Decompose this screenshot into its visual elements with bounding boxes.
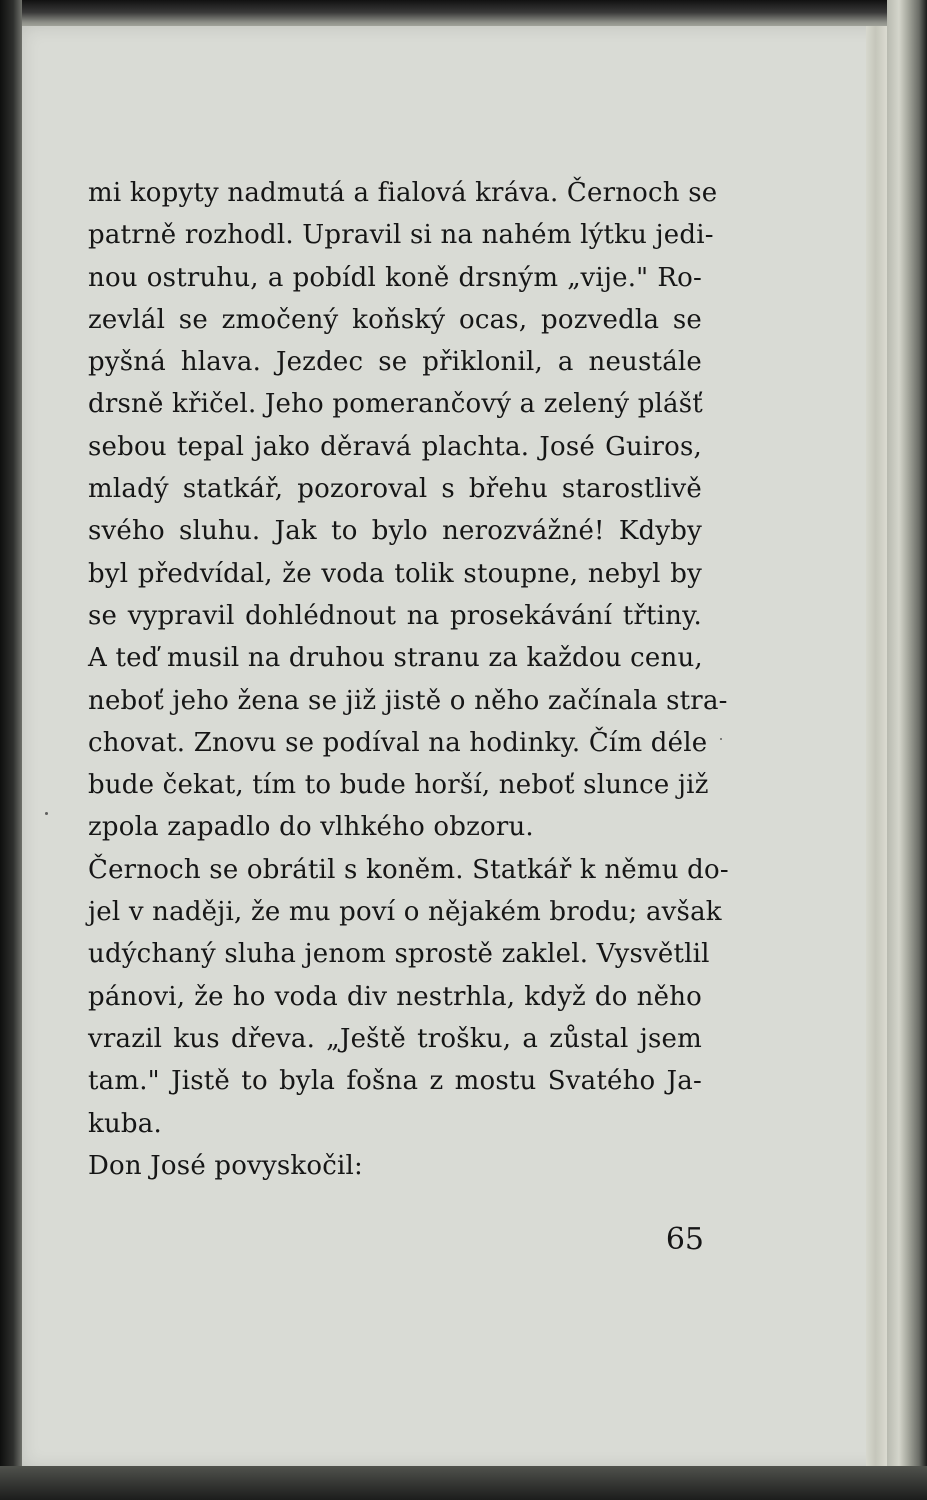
text-line: se vypravil dohlédnout na prosekávání třtiny. (88, 600, 702, 631)
text-line: Černoch se obrátil s koněm. Statkář k němu do- (88, 854, 729, 885)
text-line: zpola zapadlo do vlhkého obzoru. (88, 812, 534, 843)
text-line: udýchaný sluha jenom sprostě zaklel. Vysvětlil (88, 939, 710, 970)
text-line: drsně křičel. Jeho pomerančový a zelený plášť (88, 389, 703, 420)
book-left-edge (0, 0, 22, 1500)
text-line: A teď musil na druhou stranu za každou cenu, (88, 643, 703, 674)
text-line: byl předvídal, že voda tolik stoupne, nebyl by (88, 558, 702, 589)
text-line: svého sluhu. Jak to bylo nerozvážné! Kdyby (88, 516, 702, 547)
paper-speck (45, 812, 48, 815)
text-line: Don José povyskočil: (88, 1150, 363, 1181)
text-line: neboť jeho žena se již jistě o něho začínala stra- (88, 685, 728, 716)
text-line: bude čekat, tím to bude horší, neboť slunce již (88, 770, 709, 801)
text-line: nou ostruhu, a pobídl koně drsným „vije." Ro- (88, 262, 702, 293)
book-cover-edge (887, 0, 927, 1500)
text-line: tam." Jistě to byla fošna z mostu Svatého Ja- (88, 1066, 702, 1097)
text-line: mi kopyty nadmutá a fialová kráva. Černoch se (88, 178, 718, 208)
body-text (88, 172, 729, 1187)
text-line: chovat. Znovu se podíval na hodinky. Čím déle (88, 727, 708, 758)
text-line: sebou tepal jako děravá plachta. José Guiros, (88, 431, 702, 462)
text-line: pánovi, že ho voda div nestrhla, když do něho (88, 981, 702, 1012)
book-bottom-edge (0, 1466, 927, 1500)
paper-speck (720, 738, 722, 740)
text-line: patrně rozhodl. Upravil si na nahém lýtku jedi- (88, 220, 714, 251)
book-top-edge (0, 0, 927, 28)
text-line: jel v naději, že mu poví o nějakém brodu; avšak (88, 897, 722, 928)
text-line: kuba. (88, 1108, 162, 1139)
text-line: vrazil kus dřeva. „Ještě trošku, a zůstal jsem (88, 1023, 702, 1054)
page-number: 65 (665, 1222, 704, 1257)
text-line: zevlál se zmočený koňský ocas, pozvedla se (88, 304, 702, 335)
text-line: mladý statkář, pozoroval s břehu starostlivě (88, 474, 702, 505)
text-line: pyšná hlava. Jezdec se přiklonil, a neustále (88, 347, 702, 378)
